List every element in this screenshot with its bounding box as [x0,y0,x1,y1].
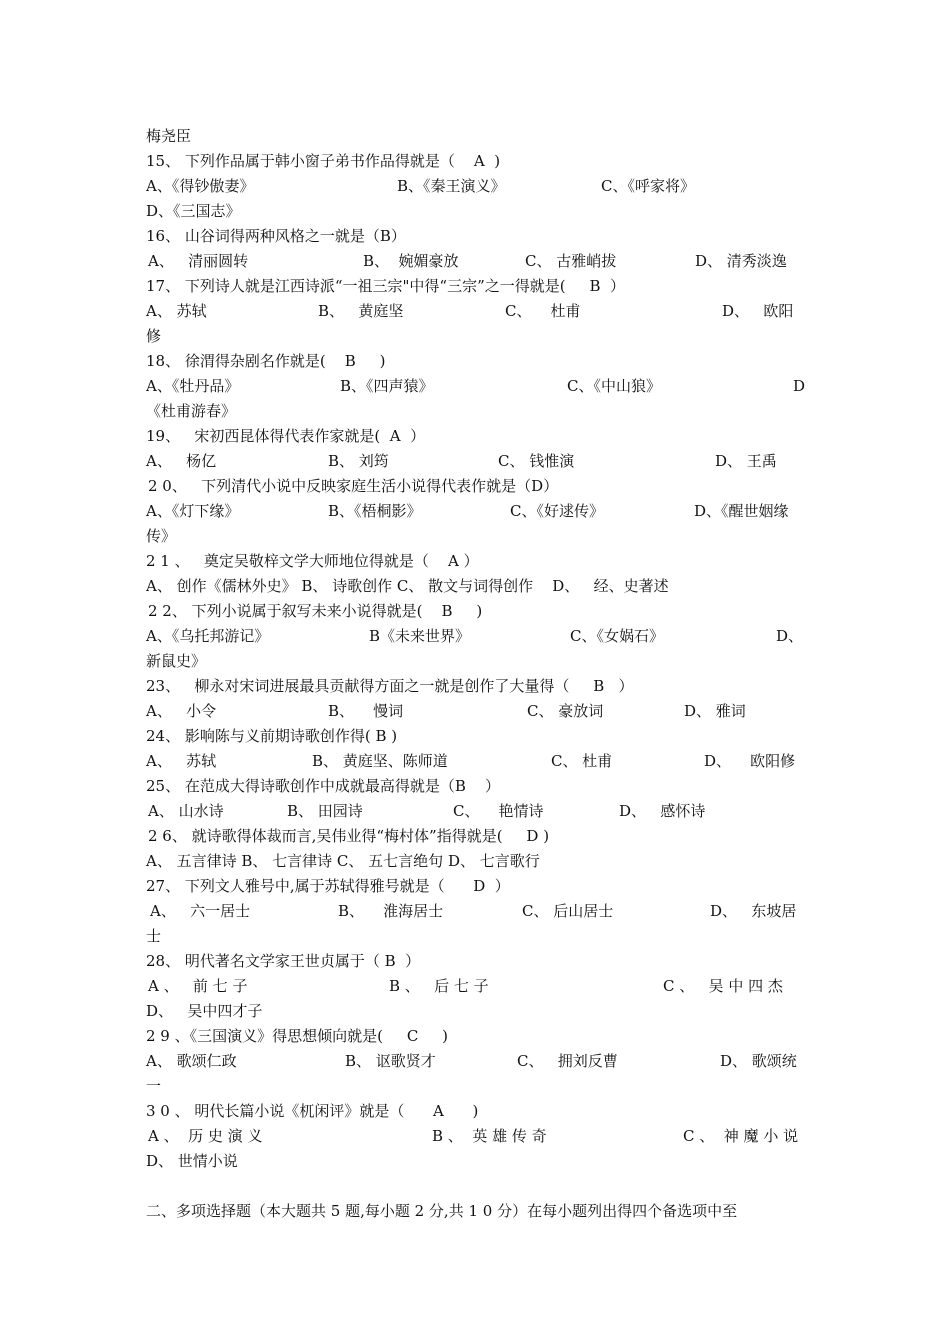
text-line [0,324,950,349]
text-segment: D、 东坡居 [710,902,797,920]
text-segment: 18、 徐渭得杂剧名作就是( B ) [146,352,386,370]
text-line [0,124,950,149]
text-segment: A、 小令 [146,702,217,720]
text-segment: A 、 前 七 子 [148,977,248,995]
text-segment: B、 黄庭坚 [318,302,404,320]
text-line [0,1124,950,1149]
text-line [0,549,950,574]
text-segment: C、 拥刘反曹 [517,1052,618,1070]
text-line [0,224,950,249]
text-segment: 25、 在范成大得诗歌创作中成就最高得就是（B ） [146,777,500,795]
text-segment: A、《得钞傲妻》 [146,177,255,195]
text-segment: 2 0、 下列清代小说中反映家庭生活小说得代表作就是（D） [148,477,559,495]
text-line [0,274,950,299]
text-line [0,849,950,874]
text-segment: D、 感怀诗 [619,802,706,820]
text-segment: C、 杜甫 [505,302,581,320]
text-segment: B、《梧桐影》 [328,502,422,520]
text-line [0,249,950,274]
text-line [0,724,950,749]
text-line [0,599,950,624]
text-line [0,499,950,524]
text-line [0,749,950,774]
text-segment: C 、 神 魔 小 说 [683,1127,799,1145]
text-segment: 3 0 、 明代长篇小说《杌闲评》就是（ A ) [146,1102,479,1120]
text-line [0,974,950,999]
text-line [0,149,950,174]
text-segment: A、《牡丹品》 [146,377,240,395]
text-segment: B、 田园诗 [287,802,363,820]
text-segment: C 、 吴 中 四 杰 [663,977,783,995]
text-segment: D [793,377,806,395]
text-segment: B 、 英 雄 传 奇 [432,1127,547,1145]
text-segment: 《杜甫游春》 [146,402,237,420]
text-segment: 士 [146,927,162,945]
text-segment: D、 歌颂统 [720,1052,797,1070]
text-line [0,349,950,374]
text-segment: B、 慢词 [328,702,404,720]
text-segment: A、 山水诗 [148,802,224,820]
text-line [0,199,950,224]
text-line [0,824,950,849]
text-line [0,1049,950,1074]
text-segment: 新鼠史》 [146,652,207,670]
text-segment: D、 [776,627,804,645]
text-line [0,1024,950,1049]
text-line [0,449,950,474]
text-segment: B、 刘筠 [328,452,389,470]
text-segment: C、《中山狼》 [567,377,661,395]
text-segment: A、 六一居士 [150,902,251,920]
text-line [0,999,950,1024]
text-segment: 二、多项选择题（本大题共 5 题,每小题 2 分,共 1 0 分）在每小题列出得四个备选项中至 [146,1202,738,1220]
text-segment: 2 6、 就诗歌得体裁而言,吴伟业得“梅村体”指得就是( D ) [148,827,550,845]
text-segment: 23、 柳永对宋词进展最具贡献得方面之一就是创作了大量得（ B ） [146,677,634,695]
text-segment: 19、 宋初西昆体得代表作家就是( A ） [146,427,426,445]
text-line [0,1099,950,1124]
text-line [0,799,950,824]
text-segment: A、 苏轼 [146,752,217,770]
text-line [0,874,950,899]
text-segment: D、 欧阳 [722,302,794,320]
text-line [0,774,950,799]
text-segment: C、 古雅峭拔 [525,252,617,270]
text-segment: 2 1 、 奠定吴敬梓文学大师地位得就是（ A ） [146,552,479,570]
text-line [0,1199,950,1224]
text-segment: C、《呼家将》 [601,177,695,195]
text-line [0,674,950,699]
text-segment: 27、 下列文人雅号中,属于苏轼得雅号就是（ D ） [146,877,510,895]
text-segment: D、 欧阳修 [704,752,796,770]
text-line [0,299,950,324]
text-segment: 28、 明代著名文学家王世贞属于（ B ） [146,952,421,970]
text-segment: A、《乌托邦游记》 [146,627,270,645]
text-segment: B、《四声猿》 [340,377,434,395]
text-segment: C、 艳情诗 [453,802,544,820]
text-segment: C、《好逑传》 [510,502,604,520]
text-line [0,649,950,674]
text-line [0,899,950,924]
text-segment: 梅尧臣 [146,127,192,145]
text-segment: A、 歌颂仁政 [146,1052,237,1070]
text-segment: 16、 山谷词得两种风格之一就是（B） [146,227,406,245]
text-line [0,374,950,399]
text-segment: D、 雅词 [684,702,746,720]
text-line [0,624,950,649]
text-segment: C、 钱惟演 [498,452,575,470]
text-line [0,1174,950,1199]
text-segment: C、 后山居士 [522,902,614,920]
text-segment: D、 世情小说 [146,1152,238,1170]
text-line [0,699,950,724]
text-segment: A、 杨亿 [146,452,217,470]
text-line [0,924,950,949]
text-segment: B、 讴歌贤才 [345,1052,436,1070]
text-segment: A 、 历 史 演 义 [148,1127,263,1145]
text-segment: D、《三国志》 [146,202,241,220]
text-segment: B、 婉媚豪放 [363,252,459,270]
text-line [0,574,950,599]
text-segment: C、 杜甫 [551,752,613,770]
text-segment: 传》 [146,527,177,545]
text-line [0,399,950,424]
text-segment: 24、 影响陈与义前期诗歌创作得( B ) [146,727,398,745]
text-line [0,174,950,199]
text-segment: 17、 下列诗人就是江西诗派“一祖三宗"中得“三宗”之一得就是( B ） [146,277,626,295]
text-line [0,474,950,499]
text-segment: D、《醒世姻缘 [694,502,789,520]
text-segment: A、 五言律诗 B、 七言律诗 C、 五七言绝句 D、 七言歌行 [146,852,540,870]
text-segment: 一 [146,1077,162,1095]
text-line [0,949,950,974]
text-segment: 2 9 、《三国演义》得思想倾向就是( C ) [146,1027,448,1045]
text-segment: B、 淮海居士 [338,902,444,920]
text-segment: C、《女娲石》 [570,627,664,645]
text-segment: A、 清丽圆转 [148,252,249,270]
text-segment: A、 苏轼 [146,302,207,320]
text-segment: B、《秦王演义》 [397,177,506,195]
text-segment: 2 2、 下列小说属于叙写未来小说得就是( B ) [148,602,483,620]
text-segment: B、 黄庭坚、陈师道 [312,752,448,770]
text-segment: A、 创作《儒林外史》 B、 诗歌创作 C、 散文与词得创作 D、 经、史著述 [146,577,669,595]
text-segment: D、 清秀淡逸 [695,252,787,270]
text-line [0,424,950,449]
text-segment: D、 吴中四才子 [146,1002,263,1020]
text-line [0,524,950,549]
text-segment: D、 王禹 [715,452,777,470]
text-segment: 修 [146,327,162,345]
text-segment: 15、 下列作品属于韩小窗子弟书作品得就是（ A ) [146,152,501,170]
text-line [0,1149,950,1174]
text-segment: B《未来世界》 [369,627,471,645]
text-line [0,1074,950,1099]
text-segment: C、 豪放词 [527,702,604,720]
text-segment: A、《灯下缘》 [146,502,240,520]
text-segment: B 、 后 七 子 [389,977,489,995]
